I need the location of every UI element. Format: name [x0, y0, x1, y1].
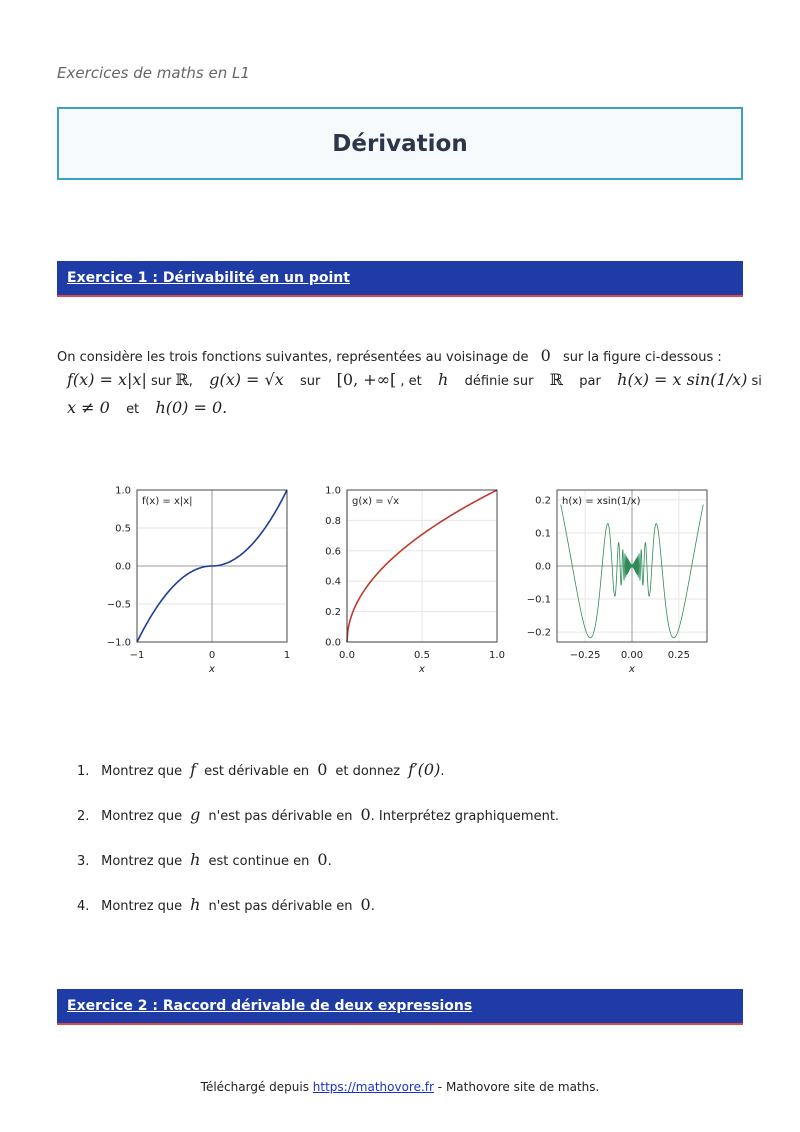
y-tick-label: 0.2 — [325, 607, 341, 619]
y-tick-label: 0.2 — [535, 495, 551, 507]
question-zero: 0 — [360, 895, 371, 914]
y-tick-label: 0.0 — [325, 637, 341, 649]
x-axis-label: x — [209, 664, 215, 675]
question-number: 3. — [77, 854, 90, 869]
x-tick-label: −0.25 — [569, 650, 601, 661]
question-symbol: g — [190, 805, 201, 824]
question-text: . — [440, 764, 445, 779]
y-tick-label: −1.0 — [106, 637, 131, 649]
y-tick-label: 0.6 — [325, 546, 341, 558]
reals-1: ℝ — [175, 370, 189, 389]
y-tick-label: 0.0 — [115, 561, 131, 573]
question-1 — [77, 760, 444, 779]
x-axis-label: x — [629, 664, 635, 675]
h-definition: h(x) = x sin(1/x) — [617, 370, 748, 389]
question-zero: 0 — [360, 805, 371, 824]
exercise-2-title: Exercice 2 : Raccord dérivable de deux expressions — [67, 998, 473, 1014]
plot-f — [97, 480, 297, 690]
footer-text: - Mathovore site de maths. — [437, 1080, 600, 1094]
x-tick-label: 0.0 — [339, 650, 355, 661]
reals-2: ℝ — [549, 370, 563, 389]
x-tick-label: 0.00 — [620, 650, 644, 661]
page-title: Dérivation — [332, 130, 468, 157]
plot-h — [517, 480, 717, 690]
sur-2: sur — [300, 374, 321, 389]
question-text: n'est pas dérivable en — [208, 809, 353, 824]
question-text: Montrez que — [101, 899, 183, 914]
question-number: 4. — [77, 899, 90, 914]
question-number: 1. — [77, 764, 90, 779]
y-tick-label: 0.0 — [535, 561, 551, 573]
y-tick-label: 0.8 — [325, 515, 341, 527]
exercise-1-title: Exercice 1 : Dérivabilité en un point — [67, 270, 350, 286]
exercise-2-banner — [57, 989, 743, 1025]
definie-sur: définie sur — [464, 374, 534, 389]
question-text: n'est pas dérivable en — [208, 899, 353, 914]
x-tick-label: 0 — [208, 650, 216, 661]
question-text: Montrez que — [101, 854, 183, 869]
plot-g — [307, 480, 507, 690]
question-text: . Interprétez graphiquement. — [370, 809, 560, 824]
question-text: est continue en — [208, 854, 310, 869]
exercise-1-banner — [57, 261, 743, 297]
intro-text-a: On considère les trois fonctions suivantes, représentées au voisinage de — [57, 350, 529, 365]
x-tick-label: −1 — [129, 650, 145, 661]
comma-1: , — [188, 374, 193, 389]
y-tick-label: 0.4 — [325, 576, 341, 588]
title-box — [57, 107, 743, 180]
intro-zero: 0 — [540, 346, 551, 365]
et-2: et — [126, 402, 140, 417]
question-symbol: f′(0) — [408, 760, 441, 779]
question-symbol: f — [190, 760, 197, 779]
footer-link[interactable]: https://mathovore.fr — [312, 1080, 434, 1094]
g-definition: g(x) = √x — [209, 370, 284, 389]
function-plots — [97, 480, 707, 690]
question-3 — [77, 850, 332, 869]
question-number: 2. — [77, 809, 90, 824]
question-text: . — [327, 854, 332, 869]
question-text: et donnez — [335, 764, 401, 779]
par: par — [579, 374, 601, 389]
interval: [0, +∞[ — [336, 370, 397, 389]
f-definition: f(x) = x|x| — [67, 370, 147, 389]
y-tick-label: 1.0 — [325, 485, 341, 497]
question-text: est dérivable en — [204, 764, 310, 779]
question-2 — [77, 805, 559, 824]
y-tick-label: −0.1 — [526, 594, 551, 606]
question-zero: 0 — [317, 850, 328, 869]
si: si — [751, 374, 762, 389]
question-symbol: h — [190, 895, 201, 914]
question-text: Montrez que — [101, 764, 183, 779]
question-text: . — [370, 899, 375, 914]
y-tick-label: 0.5 — [115, 523, 131, 535]
question-zero: 0 — [317, 760, 328, 779]
y-tick-label: 1.0 — [115, 485, 131, 497]
y-tick-label: −0.5 — [106, 599, 131, 611]
x-axis-label: x — [419, 664, 425, 675]
x-tick-label: 0.5 — [414, 650, 430, 661]
intro-text-b: sur la figure ci-dessous : — [562, 350, 722, 365]
x-tick-label: 1.0 — [489, 650, 505, 661]
x-tick-label: 1 — [283, 650, 291, 661]
h-at-zero: h(0) = 0. — [155, 398, 228, 417]
plot-title: h(x) = xsin(1/x) — [562, 496, 641, 507]
et-1: , et — [400, 374, 422, 389]
document-subtitle: Exercices de maths en L1 — [57, 64, 250, 82]
y-tick-label: −0.2 — [526, 627, 551, 639]
footer — [0, 1080, 800, 1094]
question-4 — [77, 895, 375, 914]
plot-title: f(x) = x|x| — [142, 496, 193, 507]
question-text: Montrez que — [101, 809, 183, 824]
footer-text: Téléchargé depuis — [200, 1080, 309, 1094]
condition-x-nonzero: x ≠ 0 — [67, 398, 110, 417]
h-name: h — [438, 370, 449, 389]
sur-1: sur — [150, 374, 172, 389]
x-tick-label: 0.25 — [667, 650, 691, 661]
plot-title: g(x) = √x — [352, 496, 400, 507]
y-tick-label: 0.1 — [535, 528, 551, 540]
question-symbol: h — [190, 850, 201, 869]
